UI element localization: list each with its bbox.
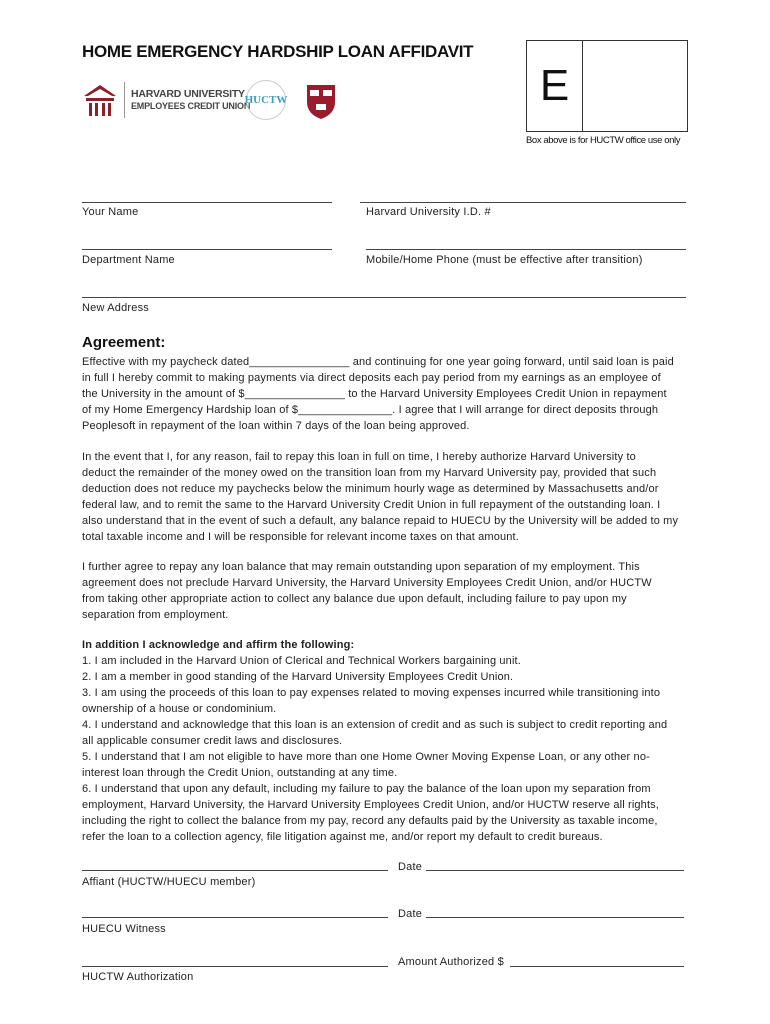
list-item: 6. I understand that upon any default, including my failure to pay the balance of the loan upon my separation from [82,783,651,795]
office-letter: E [527,41,583,131]
logo-text-line2: EMPLOYEES CREDIT UNION [131,101,251,111]
text-line: deduct the remainder of the money owed on the transition loan from my Harvard University pay, provided that such [82,467,657,479]
list-item: employment, Harvard University, the Harvard University Employees Credit Union, and/or HUCTW reserve all rights, [82,799,660,811]
address-label: New Address [82,302,150,314]
list-item: ownership of a house or condominium. [82,703,277,715]
your-name-label: Your Name [82,206,139,218]
text-line: from taking other appropriate action to collect any balance due upon default, including failure to pay upon my [82,593,627,605]
building-icon [82,82,118,118]
affiant-label: Affiant (HUCTW/HUECU member) [82,876,256,888]
amount-authorized-field[interactable] [510,966,684,967]
date-field-2[interactable] [426,917,684,918]
text-line: also understand that in the event of such a default, any balance repaid to HUECU by the University will be added to my [82,515,679,527]
department-label: Department Name [82,254,175,266]
office-use-box [526,40,688,132]
your-name-field[interactable] [82,202,332,203]
date-label-1: Date [398,861,423,873]
text-line: of my Home Emergency Hardship loan of $_______________. I agree that I will arrange for direct deposits through [82,404,659,416]
huctw-logo-text: HUCTW [244,94,288,106]
text-line: total taxable income and I will be responsible for relevant income taxes on that amount. [82,531,519,543]
text-line: federal law, and to remit the same to the Harvard University Credit Union in full repayment of the outstanding loan. I [82,499,661,511]
huctw-authorization-field[interactable] [82,966,388,967]
text-line: separation from employment. [82,609,229,621]
text-line: I further agree to repay any loan balance that may remain outstanding upon separation of my employment. This [82,561,640,573]
text-line: Effective with my paycheck dated________________ and continuing for one year going forward, until said loan is paid [82,356,674,368]
logo-text-line1: HARVARD UNIVERSITY [131,88,245,100]
text-line: Peoplesoft in repayment of the loan within 7 days of the loan being approved. [82,420,470,432]
list-item: interest loan through the Credit Union, outstanding at any time. [82,767,398,779]
agreement-heading: Agreement: [82,334,166,351]
list-item: 3. I am using the proceeds of this loan to pay expenses related to moving expenses incurred while transitioning into [82,687,661,699]
huctw-authorization-label: HUCTW Authorization [82,971,194,983]
list-item: 1. I am included in the Harvard Union of Clerical and Technical Workers bargaining unit. [82,655,521,667]
witness-signature-field[interactable] [82,917,388,918]
list-heading: In addition I acknowledge and affirm the following: [82,639,355,651]
date-field-1[interactable] [426,870,684,871]
amount-authorized-label: Amount Authorized $ [398,956,504,968]
document-title: HOME EMERGENCY HARDSHIP LOAN AFFIDAVIT [82,42,474,61]
list-item: 5. I understand that I am not eligible to have more than one Home Owner Moving Expense Loan, or any other no- [82,751,650,763]
acknowledgement-list [82,637,702,845]
list-item: including the right to collect the balance from my pay, record any defaults paid by the University as taxable income, [82,815,658,827]
phone-label: Mobile/Home Phone (must be effective after transition) [366,254,643,266]
text-line: agreement does not preclude Harvard University, the Harvard University Employees Credit Union, and/or HUCTW [82,577,652,589]
affiant-signature-field[interactable] [82,870,388,871]
agreement-paragraph-3 [82,559,702,623]
list-item: 2. I am a member in good standing of the Harvard University Employees Credit Union. [82,671,514,683]
date-label-2: Date [398,908,423,920]
text-line: deduction does not reduce my paychecks below the minimum hourly wage as determined by Massachusetts and/or [82,483,659,495]
harvard-id-label: Harvard University I.D. # [366,206,491,218]
address-field[interactable] [82,297,686,298]
text-line: In the event that I, for any reason, fail to repay this loan in full on time, I hereby authorize Harvard University to [82,451,636,463]
list-item: refer the loan to a collection agency, file litigation against me, and/or report my default to credit bureaus. [82,831,603,843]
agreement-paragraph-1 [82,354,702,434]
agreement-paragraph-2 [82,449,702,545]
phone-field[interactable] [366,249,686,250]
list-item: 4. I understand and acknowledge that this loan is an extension of credit and as such is subject to credit reporting and [82,719,668,731]
department-field[interactable] [82,249,332,250]
text-line: the University in the amount of $________________ to the Harvard University Employees Credit Union in repayment [82,388,667,400]
list-item: all applicable consumer credit laws and disclosures. [82,735,343,747]
text-line: in full I hereby commit to making payments via direct deposits each pay period from my earnings as an employee of [82,372,661,384]
huctw-logo [246,80,286,120]
witness-label: HUECU Witness [82,923,166,935]
huecu-logo [82,82,250,118]
harvard-shield-icon [306,84,336,120]
office-use-caption: Box above is for HUCTW office use only [526,135,681,146]
harvard-id-field[interactable] [360,202,686,203]
